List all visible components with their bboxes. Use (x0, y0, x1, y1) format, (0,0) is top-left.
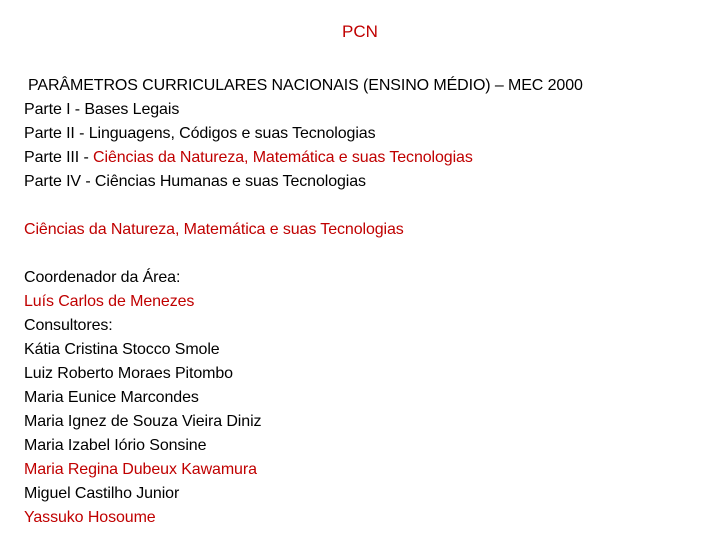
consultant-name: Maria Izabel Iório Sonsine (24, 437, 207, 454)
part-3-prefix: Parte III - (24, 149, 94, 166)
credits-list (24, 266, 261, 530)
part-2-line: Parte II - Linguagens, Códigos e suas Tecnologias (24, 125, 376, 142)
consultant-name-highlighted: Maria Regina Dubeux Kawamura (24, 461, 257, 478)
consultant-name: Miguel Castilho Junior (24, 485, 180, 502)
consultant-name: Maria Eunice Marcondes (24, 389, 199, 406)
part-3-highlight: Ciências da Natureza, Matemática e suas Tecnologias (93, 149, 473, 166)
consultant-name: Maria Ignez de Souza Vieira Diniz (24, 413, 262, 430)
document-parts-list (24, 74, 583, 194)
part-3-line (24, 146, 583, 170)
coordinator-name: Luís Carlos de Menezes (24, 293, 195, 310)
consultant-name-highlighted: Yassuko Hosoume (24, 509, 156, 526)
page-title: PCN (342, 22, 378, 41)
coordinator-label: Coordenador da Área: (24, 269, 181, 286)
document-heading: PARÂMETROS CURRICULARES NACIONAIS (ENSINO MÉDIO) – MEC 2000 (28, 77, 583, 94)
consultants-label: Consultores: (24, 317, 113, 334)
consultant-name: Luiz Roberto Moraes Pitombo (24, 365, 233, 382)
part-4-line: Parte IV - Ciências Humanas e suas Tecnologias (24, 173, 366, 190)
consultant-name: Kátia Cristina Stocco Smole (24, 341, 220, 358)
area-title: Ciências da Natureza, Matemática e suas Tecnologias (24, 221, 404, 238)
part-1-line: Parte I - Bases Legais (24, 101, 180, 118)
